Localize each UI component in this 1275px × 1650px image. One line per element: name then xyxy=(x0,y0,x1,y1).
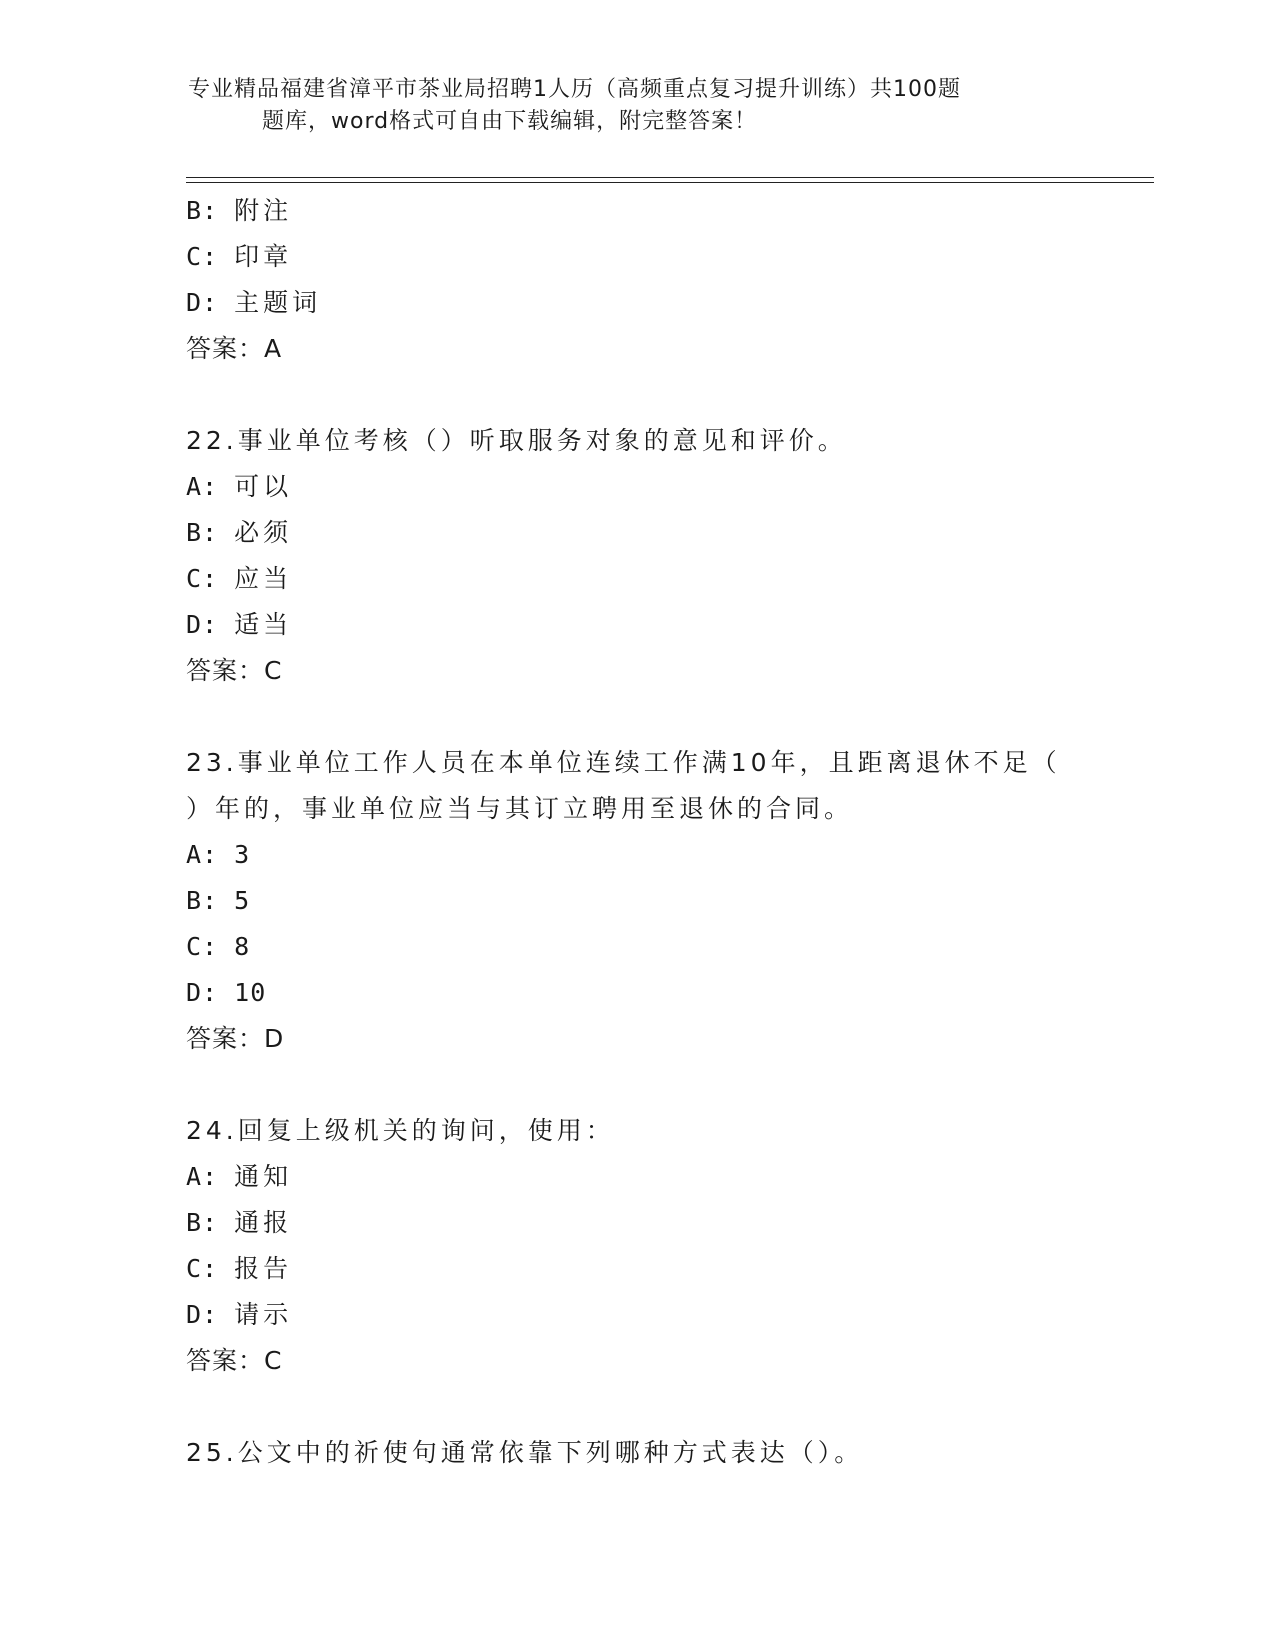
header-divider-bottom xyxy=(186,182,1154,183)
document-body xyxy=(186,188,1086,1476)
option-b: B: 附注 xyxy=(186,196,293,225)
answer-line: 答案：D xyxy=(186,1024,285,1053)
question-text: 22.事业单位考核（）听取服务对象的意见和评价。 xyxy=(186,426,847,455)
header-divider-top xyxy=(186,177,1154,178)
option-b: B: 必须 xyxy=(186,518,293,547)
option-a: A: 可以 xyxy=(186,472,293,501)
option-b: B: 通报 xyxy=(186,1208,293,1237)
question-25 xyxy=(186,1430,1086,1476)
option-c: C: 印章 xyxy=(186,242,293,271)
question-22 xyxy=(186,418,1086,694)
document-header xyxy=(188,74,1068,138)
question-24 xyxy=(186,1108,1086,1384)
answer-line: 答案：C xyxy=(186,656,283,685)
option-d: D: 10 xyxy=(186,978,267,1007)
option-c: C: 应当 xyxy=(186,564,293,593)
question-text: 25.公文中的祈使句通常依靠下列哪种方式表达（）。 xyxy=(186,1438,864,1467)
answer-line: 答案：A xyxy=(186,334,283,363)
header-title-line1: 专业精品福建省漳平市茶业局招聘1人历（高频重点复习提升训练）共100题 xyxy=(188,77,961,102)
question-23 xyxy=(186,740,1086,1062)
question-text-line2: ）年的，事业单位应当与其订立聘用至退休的合同。 xyxy=(186,794,854,823)
question-text: 24.回复上级机关的询问，使用： xyxy=(186,1116,615,1145)
option-b: B: 5 xyxy=(186,886,251,915)
option-a: A: 通知 xyxy=(186,1162,293,1191)
option-d: D: 适当 xyxy=(186,610,293,639)
option-c: C: 报告 xyxy=(186,1254,293,1283)
question-21-tail xyxy=(186,188,1086,372)
answer-line: 答案：C xyxy=(186,1346,283,1375)
option-a: A: 3 xyxy=(186,840,251,869)
option-c: C: 8 xyxy=(186,932,251,961)
option-d: D: 请示 xyxy=(186,1300,293,1329)
question-text-line1: 23.事业单位工作人员在本单位连续工作满10年，且距离退休不足（ xyxy=(186,748,1061,777)
header-title-line2: 题库，word格式可自由下载编辑，附完整答案！ xyxy=(262,109,758,134)
option-d: D: 主题词 xyxy=(186,288,322,317)
